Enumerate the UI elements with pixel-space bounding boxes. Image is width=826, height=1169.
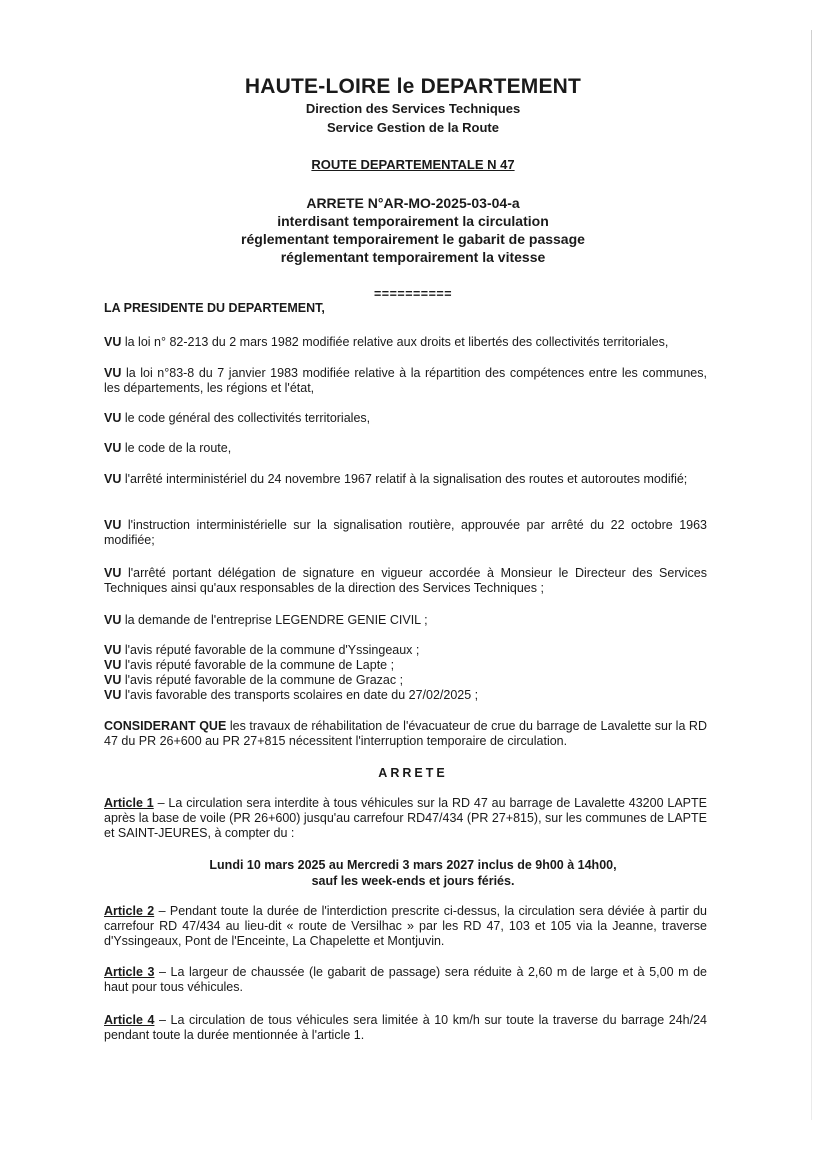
service-line: Service Gestion de la Route <box>327 120 499 135</box>
visa-text: l'arrêté interministériel du 24 novembre 1967 relatif à la signalisation des routes et autoroutes modifié; <box>124 472 688 486</box>
route-title-text: ROUTE DEPARTEMENTALE N 47 <box>311 157 515 172</box>
avis-item <box>104 673 707 688</box>
considerant-paragraph <box>104 719 707 749</box>
visa-paragraph <box>104 472 707 487</box>
vu-prefix: VU <box>104 643 122 657</box>
visa-text: l'instruction interministérielle sur la signalisation routière, approuvée par arrêté du 22 octobre 1963 modifiée; <box>104 518 707 547</box>
vu-prefix: VU <box>104 411 122 425</box>
vu-prefix: VU <box>104 566 122 580</box>
vu-prefix: VU <box>104 658 122 672</box>
avis-text: l'avis réputé favorable de la commune de Grazac ; <box>124 673 404 687</box>
article-text: – Pendant toute la durée de l'interdiction prescrite ci-dessus, la circulation sera déviée à partir du carrefour RD 47/434 au lieu-dit « route de Versilhac » par les RD 47, 103 et 105 via la Jeanne, traverse d'Yssingeaux, Pont de l'Enceinte, La Chapelette et Montjuvin. <box>104 904 707 948</box>
visa-paragraph <box>104 518 707 548</box>
article-1 <box>104 796 707 841</box>
vu-prefix: VU <box>104 366 122 380</box>
dates-line-1: Lundi 10 mars 2025 au Mercredi 3 mars 2027 inclus de 9h00 à 14h00, <box>209 858 617 872</box>
avis-text: l'avis réputé favorable de la commune d'Yssingeaux ; <box>124 643 420 657</box>
avis-text: l'avis favorable des transports scolaires en date du 27/02/2025 ; <box>124 688 479 702</box>
visa-text: le code de la route, <box>124 441 232 455</box>
dates-block <box>0 857 826 889</box>
visa-paragraph <box>104 613 707 628</box>
visa-paragraph <box>104 335 707 350</box>
vu-prefix: VU <box>104 673 122 687</box>
vu-prefix: VU <box>104 688 122 702</box>
arrete-line-1: interdisant temporairement la circulation <box>277 213 549 229</box>
visa-text: la demande de l'entreprise LEGENDRE GENIE CIVIL ; <box>124 613 428 627</box>
article-label: Article 4 <box>104 1013 155 1027</box>
avis-text: l'avis réputé favorable de la commune de Lapte ; <box>124 658 395 672</box>
route-title <box>0 157 826 173</box>
article-2 <box>104 904 707 949</box>
vu-prefix: VU <box>104 613 122 627</box>
article-text: – La circulation de tous véhicules sera limitée à 10 km/h sur toute la traverse du barrage 24h/24 pendant toute la durée mentionnée à l'article 1. <box>104 1013 707 1042</box>
article-label: Article 2 <box>104 904 155 918</box>
considerant-label: CONSIDERANT QUE <box>104 719 227 733</box>
article-label: Article 1 <box>104 796 154 810</box>
arrete-line-3: réglementant temporairement la vitesse <box>280 249 546 265</box>
article-3 <box>104 965 707 995</box>
dates-line-2: sauf les week-ends et jours fériés. <box>311 874 515 888</box>
vu-prefix: VU <box>104 441 122 455</box>
arrete-number: ARRETE N°AR-MO-2025-03-04-a <box>306 195 520 211</box>
department-title: HAUTE-LOIRE le DEPARTEMENT <box>244 75 582 98</box>
avis-item <box>104 658 707 673</box>
visa-text: la loi n° 82-213 du 2 mars 1982 modifiée relative aux droits et libertés des collectivités territoriales, <box>124 335 669 349</box>
vu-prefix: VU <box>104 335 122 349</box>
considerant-text: les travaux de réhabilitation de l'évacuateur de crue du barrage de Lavalette sur la RD 47 du PR 26+600 au PR 27+815 nécessitent l'interruption temporaire de circulation. <box>104 719 707 748</box>
visa-paragraph <box>104 566 707 596</box>
presidente-heading: LA PRESIDENTE DU DEPARTEMENT, <box>104 301 325 315</box>
article-label: Article 3 <box>104 965 155 979</box>
arrete-title-block <box>0 194 826 266</box>
arrete-line-2: réglementant temporairement le gabarit de passage <box>241 231 585 247</box>
direction-line: Direction des Services Techniques <box>305 101 521 116</box>
avis-item <box>104 643 707 658</box>
vu-prefix: VU <box>104 472 122 486</box>
article-4 <box>104 1013 707 1043</box>
visa-paragraph <box>104 411 707 426</box>
avis-item <box>104 688 707 703</box>
article-text: – La circulation sera interdite à tous véhicules sur la RD 47 au barrage de Lavalette 43200 LAPTE après la base de voile (PR 26+600) jusqu'au carrefour RD47/434 (PR 27+815), sur les communes de LAPTE et SAINT-JEURES, à compter du : <box>104 796 707 840</box>
visa-text: la loi n°83-8 du 7 janvier 1983 modifiée relative à la répartition des compétences entre les communes, les départements, les régions et l'état, <box>104 366 707 395</box>
visa-paragraph <box>104 366 707 396</box>
avis-list <box>104 643 707 703</box>
visa-text: l'arrêté portant délégation de signature en vigueur accordée à Monsieur le Directeur des Services Techniques ainsi qu'aux responsables de la direction des Services Techniques ; <box>104 566 707 595</box>
arrete-heading: ARRETE <box>378 766 448 780</box>
visa-text: le code général des collectivités territoriales, <box>124 411 371 425</box>
visa-paragraph <box>104 441 707 456</box>
vu-prefix: VU <box>104 518 122 532</box>
article-text: – La largeur de chaussée (le gabarit de passage) sera réduite à 2,60 m de large et à 5,00 m de haut pour tous véhicules. <box>104 965 707 994</box>
separator-line: ========== <box>374 287 452 301</box>
